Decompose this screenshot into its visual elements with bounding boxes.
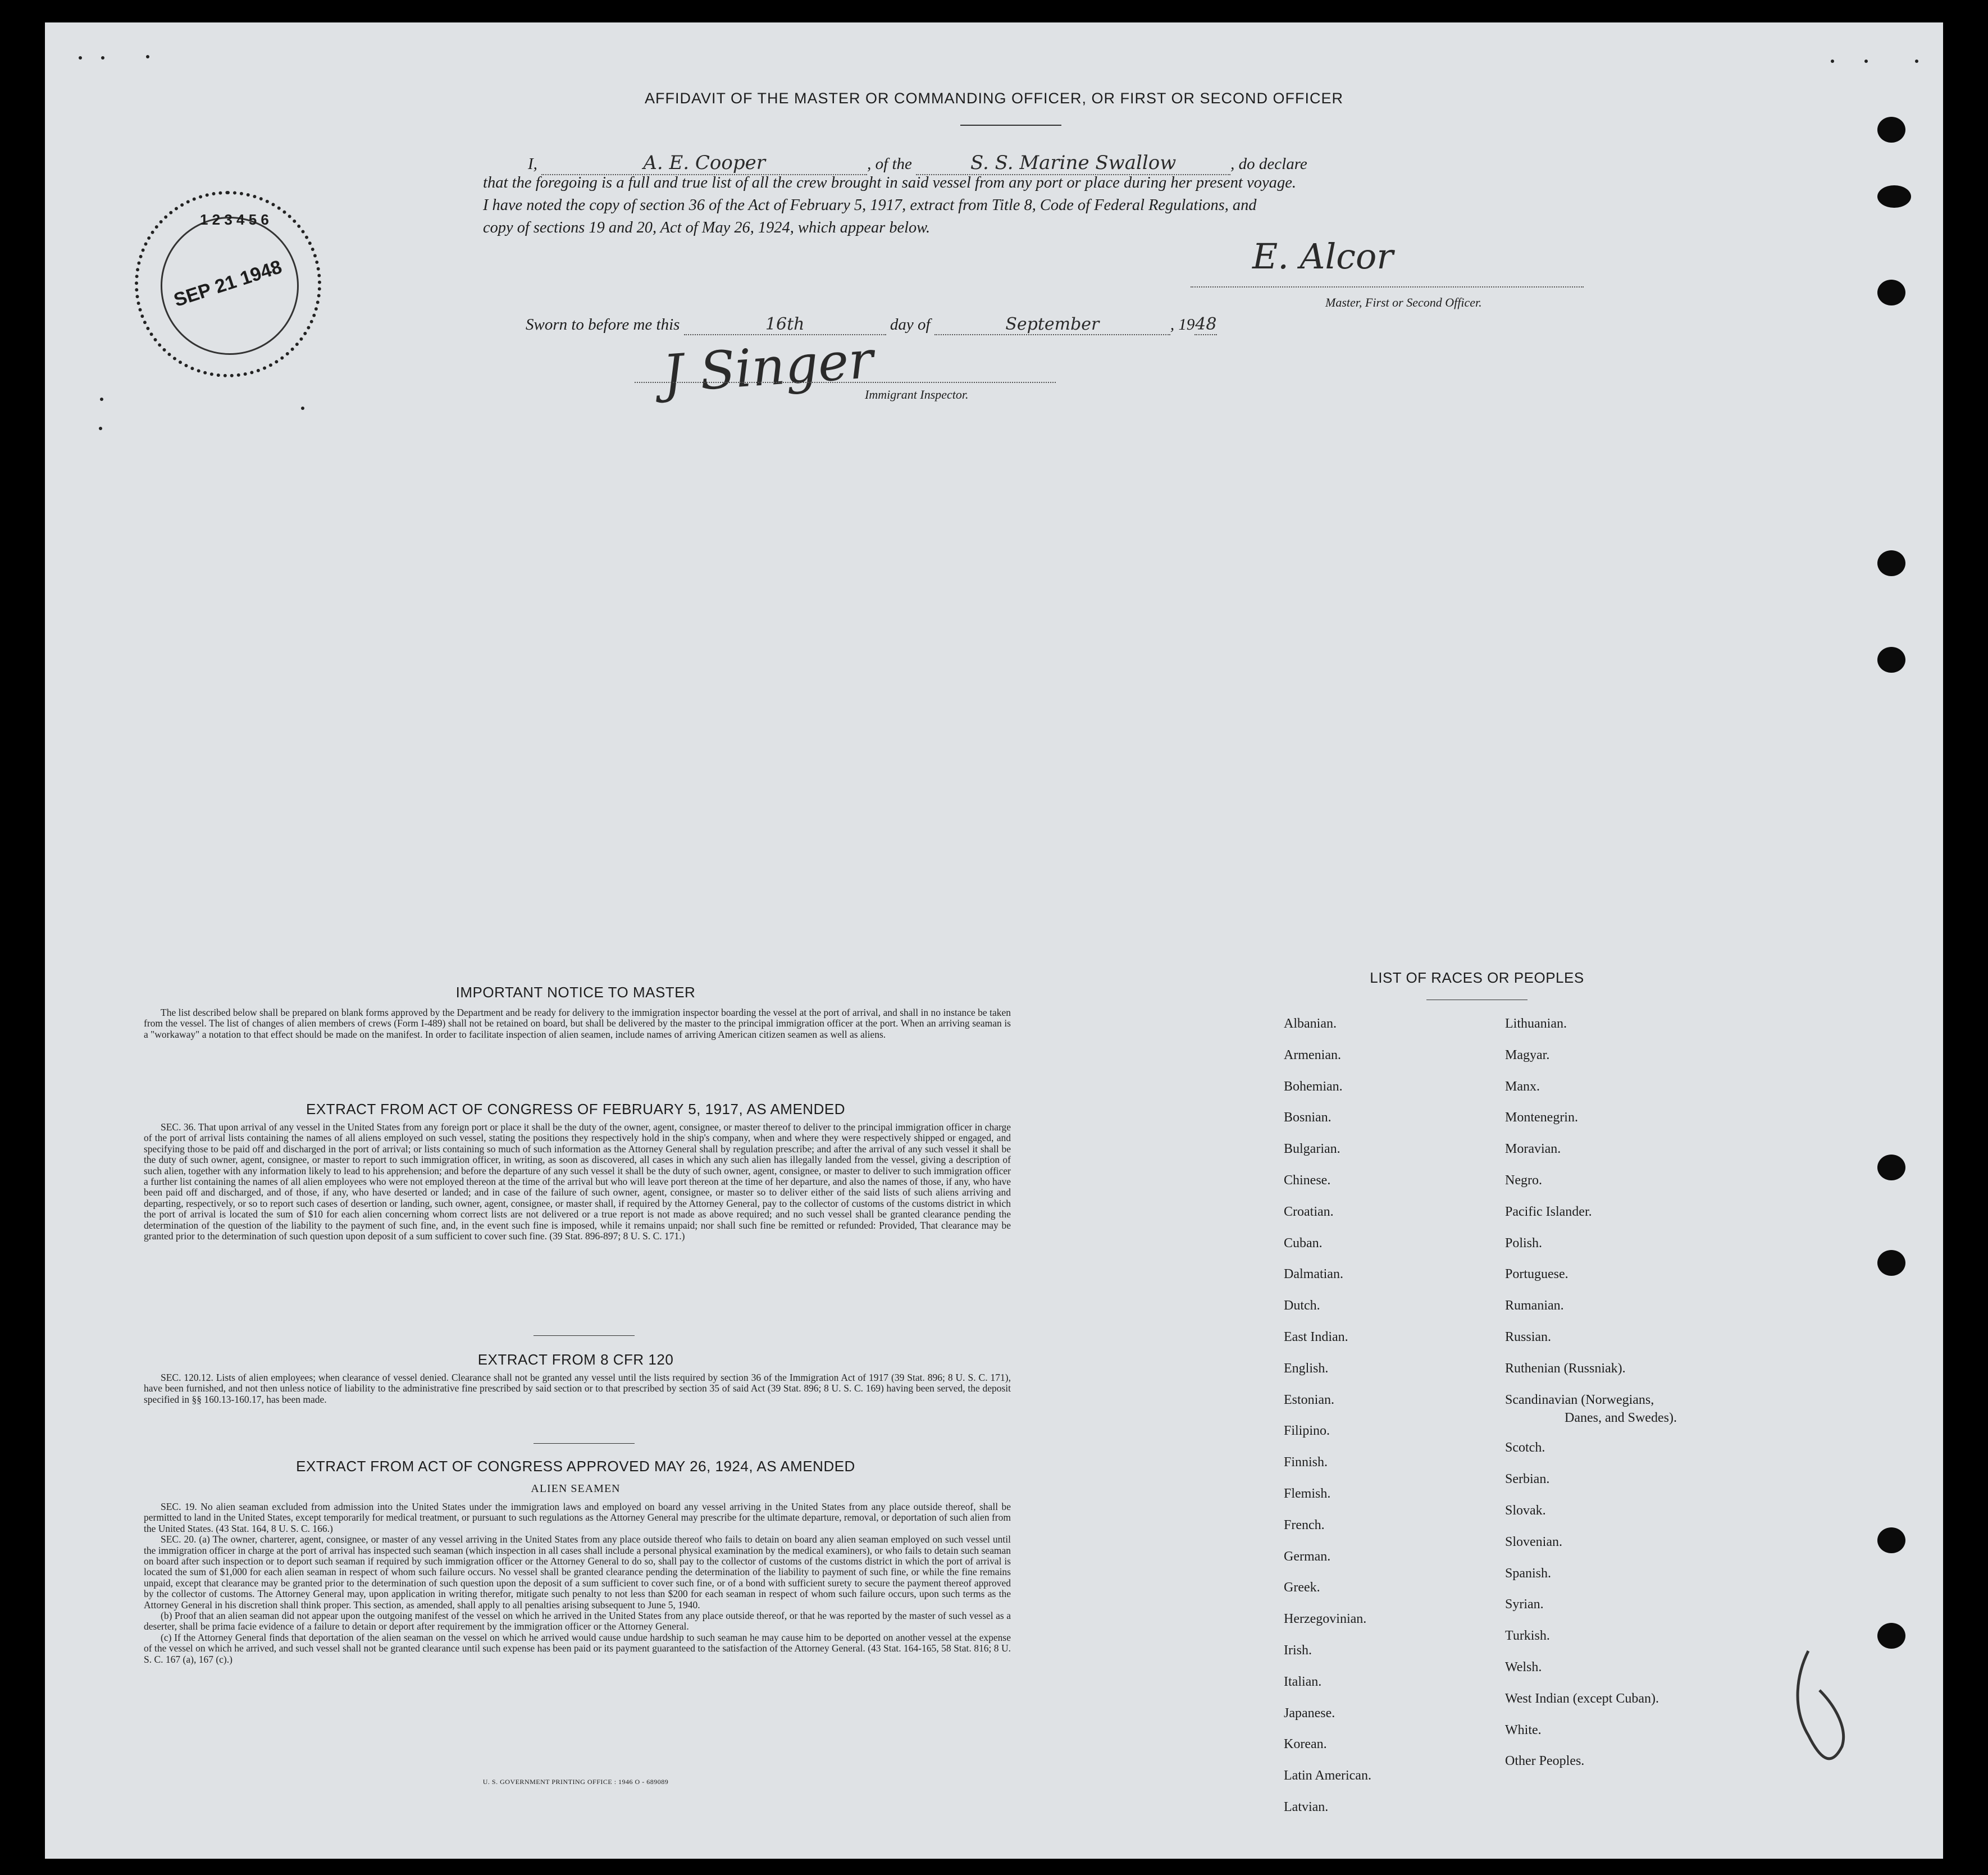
race-item: Montenegrin. — [1505, 1110, 1578, 1125]
race-item: Chinese. — [1284, 1173, 1331, 1188]
race-item: German. — [1284, 1549, 1331, 1564]
sec-20c-paragraph: (c) If the Attorney General finds that deportation of the alien seaman on the vessel on which he arrived would cause undue hardship to such seaman he may cause him to be deported on another vessel at the expense of the vessel on which he arrived, and such vessel shall not be granted clearance until such expense has been paid or its payment guaranteed to the satisfaction of the Attorney General. (43 Stat. 164-165, 58 Stat. 816; 8 U. S. C. 167 (a), 167 (c).) — [144, 1631, 1011, 1665]
race-item: Portuguese. — [1505, 1267, 1568, 1282]
sec-120-12-paragraph: SEC. 120.12. Lists of alien employees; when clearance of vessel denied. Clearance shall not be granted any vessel until the lists required by section 36 of the Immigration Act of 1917 (39 Stat. 896; 8 U. S. C. 171), have been furnished, and not then unless notice of liability to the administrative fine prescribed by said section or to that prescribed by section 35 of said Act (39 Stat. 896; 8 U. S. C. 169) having been served, the deposit specified in §§ 160.13-160.17, has been made. — [144, 1372, 1011, 1405]
alien-seamen-subtitle: ALIEN SEAMEN — [531, 1482, 621, 1495]
race-item: Albanian. — [1284, 1016, 1337, 1031]
race-item: English. — [1284, 1361, 1329, 1376]
speck — [1831, 60, 1834, 63]
binder-hole — [1877, 647, 1905, 673]
race-item: Croatian. — [1284, 1204, 1334, 1219]
notice-body — [144, 1007, 1011, 1040]
title-divider — [960, 125, 1061, 126]
race-item: Italian. — [1284, 1674, 1322, 1689]
stamp-date: SEP 21 1948 — [171, 256, 285, 311]
pencil-mark — [1786, 1640, 1887, 1786]
affidavit-line-1 — [528, 152, 1307, 175]
binder-hole — [1877, 280, 1905, 305]
speck — [1864, 60, 1868, 63]
extract-1917-body — [144, 1122, 1011, 1242]
race-item: West Indian (except Cuban). — [1505, 1691, 1659, 1706]
race-item: Dutch. — [1284, 1298, 1320, 1313]
race-item: Bohemian. — [1284, 1079, 1343, 1094]
extract-1924-title: EXTRACT FROM ACT OF CONGRESS APPROVED MAY 26, 1924, AS AMENDED — [296, 1458, 855, 1475]
sworn-prefix: Sworn to before me this — [526, 316, 680, 334]
race-item: Magyar. — [1505, 1047, 1550, 1062]
binder-hole — [1877, 1527, 1905, 1553]
affidavit-line-4: copy of sections 19 and 20, Act of May 26, 1924, which appear below. — [483, 219, 931, 236]
race-item: Dalmatian. — [1284, 1267, 1343, 1282]
master-signature: E. Alcor — [1252, 236, 1393, 277]
document-page — [45, 22, 1943, 1859]
sworn-year-prefix: , 19 — [1170, 316, 1195, 334]
race-item: Flemish. — [1284, 1486, 1331, 1501]
race-item: Scandinavian (Norwegians, — [1505, 1392, 1654, 1407]
race-item: Estonian. — [1284, 1392, 1334, 1407]
extract-1924-body — [144, 1502, 1011, 1665]
race-item: Irish. — [1284, 1643, 1312, 1658]
extract-1917-title: EXTRACT FROM ACT OF CONGRESS OF FEBRUARY 5, 1917, AS AMENDED — [306, 1101, 845, 1117]
race-item: White. — [1505, 1722, 1542, 1737]
race-item: Russian. — [1505, 1330, 1552, 1344]
sworn-dayof: day of — [890, 316, 931, 334]
master-signature-line — [1191, 286, 1584, 288]
race-item: French. — [1284, 1517, 1325, 1532]
master-name-handwritten: A. E. Cooper — [541, 152, 867, 175]
speck — [79, 56, 82, 60]
race-item: Spanish. — [1505, 1566, 1552, 1581]
section-divider — [534, 1335, 635, 1336]
binder-hole — [1877, 1155, 1905, 1180]
declaration-i: I, — [528, 155, 537, 173]
race-item: Cuban. — [1284, 1235, 1323, 1251]
race-item: Polish. — [1505, 1235, 1543, 1251]
speck — [101, 56, 104, 60]
race-item: Japanese. — [1284, 1705, 1335, 1721]
race-item: Manx. — [1505, 1079, 1540, 1094]
vessel-name-handwritten: S. S. Marine Swallow — [916, 152, 1230, 175]
race-item: Bulgarian. — [1284, 1142, 1340, 1157]
race-item: Lithuanian. — [1505, 1016, 1567, 1031]
extract-cfr-title: EXTRACT FROM 8 CFR 120 — [477, 1351, 674, 1368]
sworn-line — [526, 314, 1217, 335]
sec-20b-paragraph: (b) Proof that an alien seaman did not appear upon the outgoing manifest of the vessel on which he arrived in the United States from any place outside thereof, or that he was reported by the master of such vessel as a deserter, shall be prima facie evidence of a failure to detain or deport after requirement by the immigration officer or the Attorney General. — [144, 1610, 1011, 1632]
race-item: Danes, and Swedes). — [1565, 1410, 1677, 1425]
race-item: Slovak. — [1505, 1503, 1546, 1518]
declaration-do-declare: , do declare — [1230, 155, 1307, 173]
speck — [99, 427, 102, 430]
race-item: Armenian. — [1284, 1047, 1341, 1062]
affidavit-line-3: I have noted the copy of section 36 of the Act of February 5, 1917, extract from Title 8, Code of Federal Regulations, and — [483, 197, 1257, 214]
sworn-year-handwritten: 48 — [1195, 314, 1217, 334]
date-stamp — [135, 191, 321, 377]
race-item: Bosnian. — [1284, 1110, 1332, 1125]
race-item: Herzegovinian. — [1284, 1612, 1367, 1627]
speck — [100, 398, 103, 401]
declaration-of-the: , of the — [867, 155, 912, 173]
race-item: Welsh. — [1505, 1660, 1542, 1675]
race-item: Negro. — [1505, 1173, 1542, 1188]
race-item: Scotch. — [1505, 1440, 1545, 1456]
race-item: Greek. — [1284, 1580, 1320, 1595]
sec-20a-paragraph: SEC. 20. (a) The owner, charterer, agent, consignee, or master of any vessel arriving in the United States from any place outside thereof who fails to detain on board any alien seaman employed on such vessel until the immigration officer in charge at the port of arrival has inspected such seaman (which inspection in all cases shall include a personal physical examination by the medical examiners), or who fails to detain such seaman on board after such inspection or to deport such seaman if required by such immigration officer or the Attorney General to do so, shall pay to the collector of customs of the customs district in which the port of arrival is located the sum of $1,000 for each alien seaman in respect of whom such failure occurs. No vessel shall be granted clearance pending the determination of the liability to payment of such fine, or while the fine remains unpaid, except that clearance may be granted prior to the determination of such question upon the deposit of a sum sufficient to cover such fine, or of a bond with sufficient surety to secure the payment thereof approved by the collector of customs. The Attorney General may, upon application in writing therefor, mitigate such penalty to not less than $200 for each seaman in respect of whom such failure occurs, upon such terms as the Attorney General in his discretion shall think proper. This section, as amended, shall apply to all penalties arising subsequent to June 5, 1940. — [144, 1534, 1011, 1611]
race-item: Filipino. — [1284, 1424, 1330, 1439]
affidavit-line-2: that the foregoing is a full and true list of all the crew brought in said vessel from any port or place during her present voyage. — [483, 174, 1297, 191]
binder-hole — [1877, 550, 1905, 576]
speck — [1915, 60, 1918, 63]
section-divider — [534, 1443, 635, 1444]
race-item: Latvian. — [1284, 1800, 1329, 1814]
sworn-day-handwritten: 16th — [684, 314, 886, 335]
race-item: Latin American. — [1284, 1768, 1371, 1783]
race-item: Ruthenian (Russniak). — [1505, 1361, 1626, 1376]
race-item: Moravian. — [1505, 1142, 1561, 1157]
speck — [301, 407, 304, 410]
notice-paragraph: The list described below shall be prepared on blank forms approved by the Department and be ready for delivery to the immigration inspector boarding the vessel at the port of arrival, and shall in no instance be taken from the vessel. The list of changes of alien members of crews (Form I-489) shall not be retained on board, but shall be delivered by the master to the principal immigration officer at the port. When an arriving seaman is a "workaway" a notation to that effect should be made on the manifest. In order to facilitate inspection of alien seamen, include names of arriving American citizen seamen as well as aliens. — [144, 1007, 1011, 1040]
sec-36-paragraph: SEC. 36. That upon arrival of any vessel in the United States from any foreign port or place it shall be the duty of the owner, agent, consignee, or master thereof to deliver to the principal immigration officer in charge of the port of arrival lists containing the names of all aliens employed on such vessel, stating the positions they respectively hold in the ship's company, when and where they were respectively shipped or engaged, and specifying those to be paid off and discharged in the port of arrival; or lists containing so much of such information as the Attorney General shall by regulation prescribe; and after the arrival of any such vessel it shall be the duty of such owner, agent, consignee, or master to report to such immigration officer, in writing, as soon as discovered, all cases in which any such alien has illegally landed from the vessel, giving a description of such alien, together with any information likely to lead to his apprehension; and before the departure of any such vessel it shall be the duty of such owner, agent, consignee, or master to deliver to such immigration officer a further list containing the names of all alien employees who were not employed thereon at the time of the arrival but who will leave port thereon at the time of her departure, and also the names of those, if any, who have been paid off and discharged, and of those, if any, who have deserted or landed; and in case of the failure of such owner, agent, consignee, or master so to deliver either of the said lists of such aliens arriving and departing, respectively, or so to report such cases of desertion or landing, such owner, agent, consignee, or master shall, if required by the Attorney General, pay to the collector of customs of the customs district in which the port of arrival is located the sum of $10 for each alien concerning whom correct lists are not delivered or a true report is not made as above required; and no such vessel shall be granted clearance pending the determination of the question of the liability to the payment of such fine, and, in the event such fine is imposed, while it remains unpaid; nor shall such fine be remitted or refunded: Provided, That clearance may be granted prior to the determination of such question upon deposit of a sum sufficient to cover such fine. (39 Stat. 896-897; 8 U. S. C. 171.) — [144, 1121, 1011, 1242]
sec-19-paragraph: SEC. 19. No alien seaman excluded from admission into the United States under the immigration laws and employed on board any vessel arriving in the United States from any place outside thereof, shall be permitted to land in the United States, except temporarily for medical treatment, or pursuant to such regulations as the Attorney General may prescribe for the ultimate departure, removal, or deportation of such alien from the United States. (43 Stat. 164, 8 U. S. C. 166.) — [144, 1501, 1011, 1534]
binder-hole — [1877, 117, 1905, 143]
speck — [146, 55, 149, 58]
inspector-signature-line — [635, 382, 1056, 384]
race-item: Rumanian. — [1505, 1298, 1564, 1313]
binder-hole — [1877, 1250, 1905, 1276]
race-item: Other Peoples. — [1505, 1754, 1585, 1769]
race-item: Slovenian. — [1505, 1534, 1562, 1549]
stamp-digits: 1 2 3 4 5 6 — [200, 211, 269, 228]
race-item: Syrian. — [1505, 1597, 1544, 1612]
sworn-month-handwritten: September — [934, 314, 1170, 335]
race-item: Finnish. — [1284, 1455, 1328, 1470]
races-title: LIST OF RACES OR PEOPLES — [1370, 969, 1584, 986]
race-item: Serbian. — [1505, 1472, 1550, 1487]
extract-cfr-body — [144, 1372, 1011, 1405]
race-item: Korean. — [1284, 1737, 1327, 1752]
race-item: Turkish. — [1505, 1628, 1550, 1644]
inspector-signature: J Singer — [660, 330, 876, 404]
notice-title: IMPORTANT NOTICE TO MASTER — [455, 984, 696, 1001]
race-item: East Indian. — [1284, 1330, 1348, 1344]
inspector-label: Immigrant Inspector. — [865, 387, 969, 402]
binder-hole — [1877, 185, 1911, 208]
printer-imprint: U. S. GOVERNMENT PRINTING OFFICE : 1946 O - 689089 — [482, 1778, 669, 1786]
master-title-label: Master, First or Second Officer. — [1325, 295, 1482, 309]
race-item: Pacific Islander. — [1505, 1204, 1592, 1219]
affidavit-title: AFFIDAVIT OF THE MASTER OR COMMANDING OFFICER, OR FIRST OR SECOND OFFICER — [644, 90, 1344, 107]
